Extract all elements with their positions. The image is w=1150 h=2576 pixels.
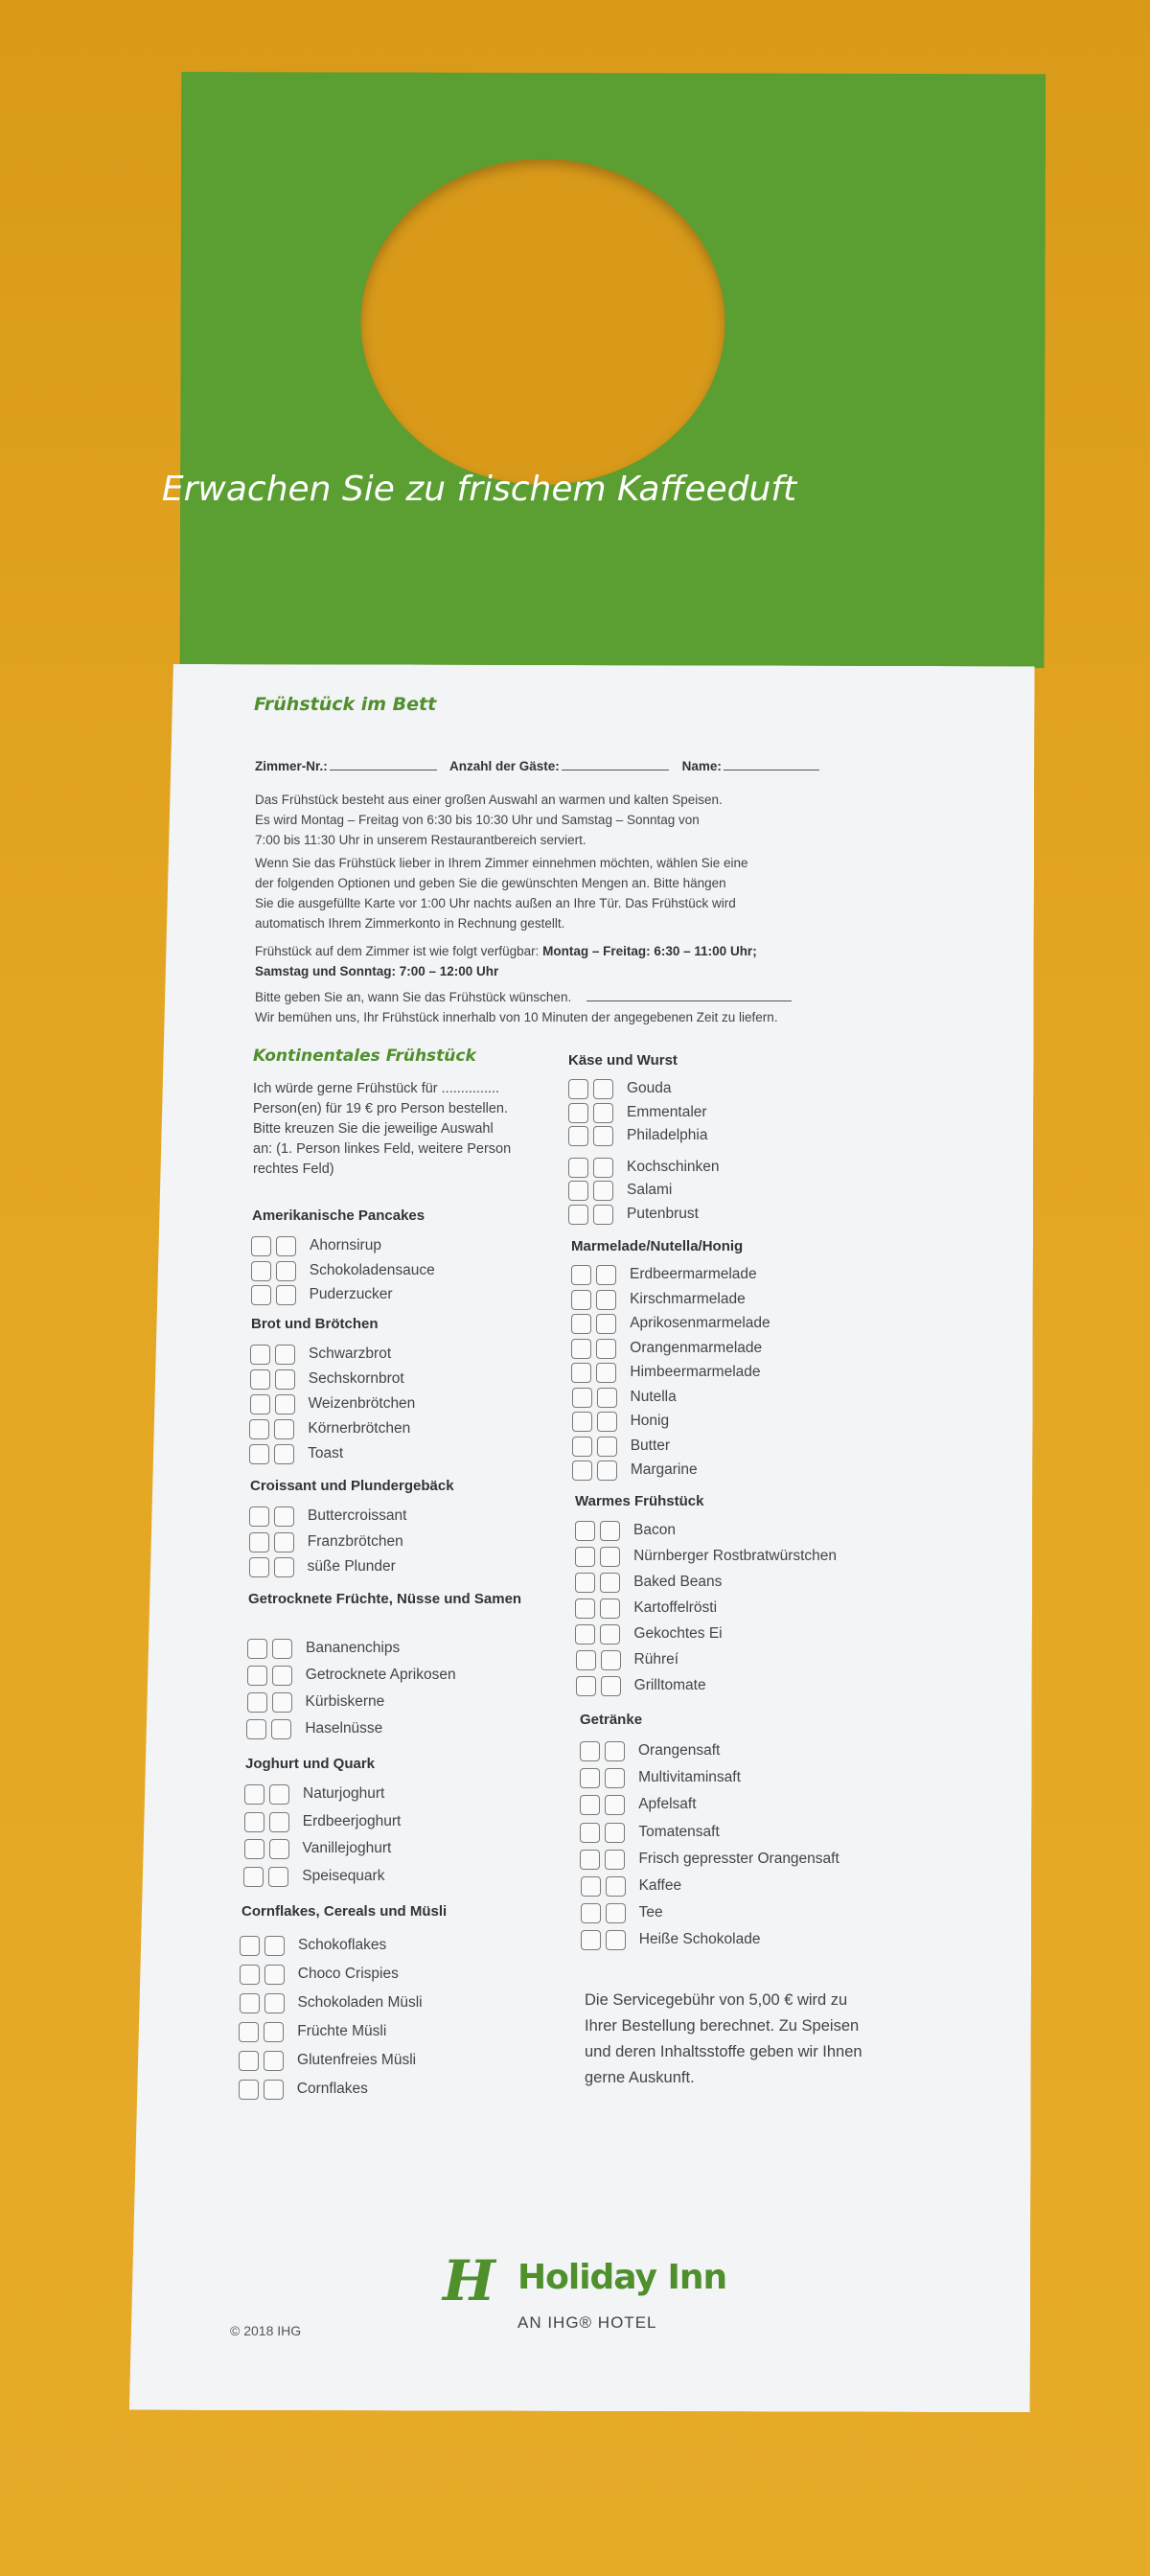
menu-item-label: Schokoladen Müsli	[297, 1994, 423, 2011]
checkbox-additional-person[interactable]	[269, 1812, 289, 1832]
checkbox-first-person[interactable]	[581, 1876, 601, 1897]
checkbox-first-person[interactable]	[250, 1369, 270, 1390]
menu-item	[249, 1442, 343, 1465]
checkbox-additional-person[interactable]	[597, 1388, 617, 1408]
section-title: Amerikanische Pancakes	[252, 1208, 426, 1224]
menu-item	[249, 1555, 396, 1578]
menu-item	[249, 1417, 410, 1440]
section-title: Joghurt und Quark	[245, 1756, 375, 1772]
checkbox-additional-person[interactable]	[593, 1205, 613, 1225]
checkbox-additional-person[interactable]	[597, 1437, 617, 1457]
checkbox-first-person[interactable]	[250, 1345, 270, 1365]
section-title: Croissant und Plundergebäck	[250, 1478, 454, 1494]
name-label: Name:	[681, 759, 722, 773]
checkbox-additional-person[interactable]	[606, 1876, 626, 1897]
menu-item	[568, 1156, 720, 1179]
checkbox-first-person[interactable]	[568, 1181, 588, 1201]
checkbox-additional-person[interactable]	[596, 1314, 616, 1334]
headline: Erwachen Sie zu frischem Kaffeeduft	[161, 470, 797, 509]
checkbox-first-person[interactable]	[581, 1930, 601, 1950]
menu-item	[240, 1991, 423, 2014]
intro-line: Das Frühstück besteht aus einer großen Auswahl an warmen und kalten Speisen.	[255, 793, 723, 807]
checkbox-additional-person[interactable]	[601, 1650, 621, 1670]
checkbox-first-person[interactable]	[247, 1692, 267, 1713]
checkbox-first-person[interactable]	[568, 1103, 588, 1123]
para-line: automatisch Ihrem Zimmerkonto in Rechnung gestellt.	[255, 916, 565, 931]
checkbox-additional-person[interactable]	[593, 1181, 613, 1201]
menu-item	[240, 1963, 399, 1986]
checkbox-additional-person[interactable]	[605, 1850, 625, 1870]
menu-item-label: Honig	[630, 1413, 670, 1429]
checkbox-additional-person[interactable]	[264, 2080, 284, 2100]
service-note-line: Ihrer Bestellung berechnet. Zu Speisen	[585, 2017, 860, 2035]
checkbox-first-person[interactable]	[244, 1839, 264, 1859]
intro-line: 7:00 bis 11:30 Uhr in unserem Restaurantbereich serviert.	[255, 833, 586, 847]
menu-item	[568, 1203, 699, 1226]
menu-item-label: Kartoffelrösti	[633, 1599, 718, 1616]
service-note-line: gerne Auskunft.	[585, 2069, 695, 2086]
menu-item	[244, 1782, 384, 1806]
checkbox-additional-person[interactable]	[276, 1236, 296, 1256]
checkbox-additional-person[interactable]	[606, 1930, 626, 1950]
checkbox-first-person[interactable]	[244, 1784, 264, 1805]
menu-item	[250, 1368, 404, 1391]
checkbox-additional-person[interactable]	[596, 1363, 616, 1383]
continental-line: an: (1. Person linkes Feld, weitere Person	[253, 1141, 512, 1157]
checkbox-additional-person[interactable]	[600, 1521, 620, 1541]
checkbox-first-person[interactable]	[575, 1598, 595, 1619]
menu-item	[576, 1674, 706, 1697]
menu-item-label: süße Plunder	[307, 1558, 396, 1575]
menu-item-label: Schokoflakes	[298, 1937, 387, 1953]
wish-line: Bitte geben Sie an, wann Sie das Frühstück wünschen.	[255, 990, 572, 1004]
menu-item	[568, 1077, 672, 1100]
menu-item-label: Tee	[638, 1904, 663, 1920]
checkbox-additional-person[interactable]	[596, 1265, 616, 1285]
menu-item-label: Getrocknete Aprikosen	[305, 1667, 456, 1683]
menu-item	[580, 1821, 719, 1844]
checkbox-additional-person[interactable]	[597, 1412, 617, 1432]
checkbox-first-person[interactable]	[247, 1666, 267, 1686]
section-title: Brot und Brötchen	[251, 1316, 379, 1332]
menu-item-label: Orangenmarmelade	[630, 1340, 763, 1356]
checkbox-additional-person[interactable]	[601, 1676, 621, 1696]
continental-line: Ich würde gerne Frühstück für ...............	[253, 1081, 500, 1096]
checkbox-first-person[interactable]	[575, 1547, 595, 1567]
checkbox-additional-person[interactable]	[275, 1369, 295, 1390]
menu-item-label: Weizenbrötchen	[308, 1395, 416, 1412]
checkbox-first-person[interactable]	[240, 1965, 260, 1985]
checkbox-first-person[interactable]	[572, 1437, 592, 1457]
menu-item	[571, 1288, 746, 1311]
section-title: Warmes Frühstück	[575, 1493, 704, 1509]
menu-item	[251, 1259, 435, 1282]
menu-item	[580, 1766, 741, 1789]
menu-item	[244, 1810, 402, 1833]
menu-item-label: Franzbrötchen	[307, 1533, 403, 1550]
availability-weekend: Samstag und Sonntag: 7:00 – 12:00 Uhr	[255, 964, 499, 978]
checkbox-first-person[interactable]	[239, 2080, 259, 2100]
checkbox-additional-person[interactable]	[597, 1460, 617, 1481]
checkbox-first-person[interactable]	[251, 1236, 271, 1256]
menu-item-label: Erdbeerjoghurt	[302, 1813, 402, 1829]
menu-item-label: Himbeermarmelade	[630, 1364, 761, 1380]
delivery-text	[255, 987, 792, 1027]
form-title: Frühstück im Bett	[254, 694, 437, 715]
checkbox-additional-person[interactable]	[276, 1285, 296, 1305]
checkbox-first-person[interactable]	[243, 1867, 264, 1887]
checkbox-additional-person[interactable]	[272, 1639, 292, 1659]
checkbox-additional-person[interactable]	[600, 1598, 620, 1619]
checkbox-additional-person[interactable]	[264, 1993, 285, 2013]
continental-line: Person(en) für 19 € pro Person bestellen.	[253, 1101, 508, 1116]
ihg-hotel-subtitle: AN IHG® HOTEL	[518, 2313, 657, 2332]
intro-text	[255, 790, 723, 850]
menu-item-label: Toast	[308, 1445, 344, 1461]
checkbox-first-person[interactable]	[246, 1719, 266, 1739]
checkbox-additional-person[interactable]	[274, 1506, 294, 1527]
checkbox-additional-person[interactable]	[593, 1158, 613, 1178]
menu-item-label: Putenbrust	[627, 1206, 699, 1222]
menu-item	[240, 1934, 386, 1957]
checkbox-first-person[interactable]	[576, 1650, 596, 1670]
menu-item-label: Glutenfreies Müsli	[297, 2052, 417, 2068]
menu-item	[247, 1637, 400, 1660]
menu-item-label: Baked Beans	[633, 1574, 723, 1590]
menu-item	[575, 1545, 837, 1568]
checkbox-additional-person[interactable]	[275, 1394, 295, 1414]
checkbox-additional-person[interactable]	[264, 1936, 285, 1956]
menu-item	[249, 1505, 406, 1528]
checkbox-first-person[interactable]	[581, 1903, 601, 1923]
checkbox-first-person[interactable]	[580, 1850, 600, 1870]
menu-item-label: Gekochtes Ei	[633, 1625, 723, 1642]
checkbox-first-person[interactable]	[249, 1532, 269, 1552]
availability-text	[255, 941, 757, 981]
checkbox-first-person[interactable]	[575, 1624, 595, 1644]
checkbox-additional-person[interactable]	[271, 1719, 291, 1739]
menu-item-label: Multivitaminsaft	[638, 1769, 741, 1785]
menu-item	[571, 1263, 757, 1286]
checkbox-additional-person[interactable]	[268, 1867, 288, 1887]
menu-item-label: Kirschmarmelade	[630, 1291, 746, 1307]
menu-item-label: Früchte Müsli	[297, 2023, 387, 2039]
checkbox-first-person[interactable]	[240, 1993, 260, 2013]
checkbox-additional-person[interactable]	[269, 1784, 289, 1805]
checkbox-first-person[interactable]	[571, 1290, 591, 1310]
checkbox-additional-person[interactable]	[276, 1261, 296, 1281]
service-note-line: Die Servicegebühr von 5,00 € wird zu	[585, 1991, 848, 2009]
menu-item	[576, 1648, 679, 1671]
checkbox-additional-person[interactable]	[600, 1624, 620, 1644]
para-line: Wenn Sie das Frühstück lieber in Ihrem Zimmer einnehmen möchten, wählen Sie eine	[255, 856, 748, 870]
menu-item	[571, 1312, 770, 1335]
menu-item-label: Tomatensaft	[638, 1824, 720, 1840]
checkbox-first-person[interactable]	[576, 1676, 596, 1696]
checkbox-first-person[interactable]	[240, 1936, 260, 1956]
continental-text	[253, 1079, 511, 1180]
promise-line: Wir bemühen uns, Ihr Frühstück innerhalb von 10 Minuten der angegebenen Zeit zu liefern.	[255, 1010, 778, 1024]
checkbox-additional-person[interactable]	[600, 1573, 620, 1593]
section-title: Cornflakes, Cereals und Müsli	[242, 1903, 448, 1920]
menu-item	[239, 2078, 368, 2101]
menu-item-label: Aprikosenmarmelade	[630, 1315, 770, 1331]
menu-item-label: Bananenchips	[306, 1640, 401, 1656]
checkbox-first-person[interactable]	[571, 1265, 591, 1285]
checkbox-first-person[interactable]	[580, 1823, 600, 1843]
guest-fields	[255, 759, 819, 773]
menu-item	[239, 2049, 416, 2072]
section-title: Käse und Wurst	[568, 1052, 678, 1069]
checkbox-first-person[interactable]	[249, 1506, 269, 1527]
checkbox-first-person[interactable]	[239, 2022, 259, 2042]
menu-item-label: Vanillejoghurt	[302, 1840, 392, 1856]
menu-item-label: Emmentaler	[627, 1104, 707, 1120]
checkbox-additional-person[interactable]	[605, 1741, 625, 1761]
checkbox-additional-person[interactable]	[274, 1444, 294, 1464]
checkbox-first-person[interactable]	[249, 1444, 269, 1464]
menu-item-label: Gouda	[627, 1080, 672, 1096]
checkbox-additional-person[interactable]	[264, 2051, 284, 2071]
checkbox-additional-person[interactable]	[596, 1339, 616, 1359]
menu-item	[580, 1739, 720, 1762]
menu-item-label: Speisequark	[302, 1868, 385, 1884]
menu-item-label: Philadelphia	[627, 1127, 708, 1143]
checkbox-additional-person[interactable]	[605, 1768, 625, 1788]
menu-item	[575, 1571, 722, 1594]
checkbox-additional-person[interactable]	[264, 1965, 285, 1985]
checkbox-additional-person[interactable]	[272, 1666, 292, 1686]
menu-item	[581, 1901, 663, 1924]
menu-item	[568, 1179, 672, 1202]
menu-item	[251, 1283, 393, 1306]
checkbox-first-person[interactable]	[568, 1126, 588, 1146]
menu-item	[571, 1337, 762, 1360]
menu-item-label: Nürnberger Rostbratwürstchen	[633, 1548, 838, 1564]
menu-item	[244, 1837, 392, 1860]
section-title: Getrocknete Früchte, Nüsse und Samen	[248, 1591, 522, 1607]
checkbox-first-person[interactable]	[571, 1314, 591, 1334]
service-note	[585, 1988, 862, 2091]
checkbox-first-person[interactable]	[251, 1261, 271, 1281]
holiday-inn-logo-mark: H	[443, 2248, 495, 2313]
checkbox-additional-person[interactable]	[593, 1079, 613, 1099]
holiday-inn-logo-text: Holiday Inn	[518, 2258, 727, 2297]
menu-item-label: Kaffee	[638, 1877, 682, 1894]
checkbox-first-person[interactable]	[568, 1205, 588, 1225]
menu-item	[580, 1848, 839, 1871]
checkbox-first-person[interactable]	[244, 1812, 264, 1832]
checkbox-first-person[interactable]	[568, 1158, 588, 1178]
menu-item	[575, 1597, 717, 1620]
checkbox-first-person[interactable]	[580, 1795, 600, 1815]
menu-item-label: Erdbeermarmelade	[630, 1266, 757, 1282]
menu-item-label: Schwarzbrot	[309, 1346, 392, 1362]
checkbox-additional-person[interactable]	[269, 1839, 289, 1859]
checkbox-additional-person[interactable]	[274, 1419, 294, 1439]
checkbox-first-person[interactable]	[249, 1419, 269, 1439]
menu-item-label: Schokoladensauce	[309, 1262, 435, 1278]
menu-item	[568, 1101, 707, 1124]
menu-item-label: Buttercroissant	[308, 1507, 407, 1524]
availability-lead: Frühstück auf dem Zimmer ist wie folgt verfügbar:	[255, 944, 540, 958]
checkbox-additional-person[interactable]	[596, 1290, 616, 1310]
menu-item-label: Bacon	[633, 1522, 676, 1538]
menu-item-label: Körnerbrötchen	[308, 1420, 411, 1437]
menu-item-label: Apfelsaft	[638, 1796, 697, 1812]
checkbox-first-person[interactable]	[580, 1741, 600, 1761]
checkbox-additional-person[interactable]	[606, 1903, 626, 1923]
menu-item	[243, 1865, 384, 1888]
menu-item-label: Kürbiskerne	[305, 1693, 385, 1710]
checkbox-first-person[interactable]	[568, 1079, 588, 1099]
checkbox-additional-person[interactable]	[593, 1103, 613, 1123]
checkbox-additional-person[interactable]	[274, 1532, 294, 1552]
menu-item	[572, 1459, 698, 1482]
menu-item-label: Choco Crispies	[297, 1966, 399, 1982]
checkbox-first-person[interactable]	[575, 1521, 595, 1541]
intro-line: Es wird Montag – Freitag von 6:30 bis 10:30 Uhr und Samstag – Sonntag von	[255, 813, 700, 827]
section-title: Getränke	[580, 1712, 643, 1728]
menu-item-label: Cornflakes	[296, 2081, 368, 2097]
checkbox-first-person[interactable]	[239, 2051, 259, 2071]
checkbox-additional-person[interactable]	[274, 1557, 294, 1577]
checkbox-additional-person[interactable]	[600, 1547, 620, 1567]
menu-item	[250, 1343, 391, 1366]
menu-item	[239, 2020, 386, 2043]
checkbox-additional-person[interactable]	[605, 1795, 625, 1815]
copyright: © 2018 IHG	[230, 2323, 302, 2338]
menu-item	[581, 1928, 761, 1951]
checkbox-first-person[interactable]	[247, 1639, 267, 1659]
menu-item-label: Kochschinken	[627, 1159, 720, 1175]
checkbox-additional-person[interactable]	[264, 2022, 284, 2042]
checkbox-first-person[interactable]	[571, 1339, 591, 1359]
section-title: Marmelade/Nutella/Honig	[571, 1238, 744, 1254]
checkbox-first-person[interactable]	[571, 1363, 591, 1383]
menu-item	[246, 1717, 382, 1740]
menu-item	[568, 1124, 707, 1147]
menu-item-label: Haselnüsse	[305, 1720, 383, 1736]
menu-item-label: Ahornsirup	[310, 1237, 381, 1254]
menu-item-label: Margarine	[630, 1461, 698, 1478]
continental-line: rechtes Feld)	[253, 1162, 334, 1177]
menu-item-label: Nutella	[630, 1389, 677, 1405]
para-line: der folgenden Optionen und geben Sie die gewünschten Mengen an. Bitte hängen	[255, 876, 726, 890]
checkbox-first-person[interactable]	[575, 1573, 595, 1593]
menu-item	[250, 1392, 416, 1415]
checkbox-additional-person[interactable]	[275, 1345, 295, 1365]
room-label: Zimmer-Nr.:	[255, 759, 328, 773]
menu-item-label: Orangensaft	[638, 1742, 721, 1759]
menu-item	[572, 1435, 670, 1458]
door-knob-hole	[360, 158, 725, 485]
menu-item	[580, 1793, 696, 1816]
menu-item-label: Naturjoghurt	[303, 1785, 385, 1802]
menu-item	[249, 1530, 403, 1553]
time-field[interactable]	[586, 1000, 792, 1001]
continental-title: Kontinentales Frühstück	[253, 1046, 476, 1066]
checkbox-first-person[interactable]	[572, 1460, 592, 1481]
checkbox-additional-person[interactable]	[605, 1823, 625, 1843]
checkbox-first-person[interactable]	[249, 1557, 269, 1577]
menu-item-label: Frisch gepresster Orangensaft	[638, 1851, 840, 1867]
menu-item	[581, 1874, 682, 1898]
menu-item-label: Sechskornbrot	[308, 1370, 404, 1387]
menu-item	[575, 1519, 676, 1542]
availability-weekday: Montag – Freitag: 6:30 – 11:00 Uhr;	[542, 944, 757, 958]
menu-item-label: Heiße Schokolade	[638, 1931, 761, 1947]
menu-item	[247, 1664, 456, 1687]
menu-item	[575, 1622, 722, 1645]
menu-item	[572, 1410, 670, 1433]
checkbox-first-person[interactable]	[250, 1394, 270, 1414]
menu-item-label: Salami	[627, 1182, 673, 1198]
menu-item-label: Butter	[630, 1438, 671, 1454]
para-line: Sie die ausgefüllte Karte vor 1:00 Uhr nachts außen an Ihre Tür. Das Frühstück wird	[255, 896, 736, 910]
continental-line: Bitte kreuzen Sie die jeweilige Auswahl	[253, 1121, 494, 1137]
checkbox-first-person[interactable]	[580, 1768, 600, 1788]
checkbox-first-person[interactable]	[572, 1388, 592, 1408]
menu-item	[251, 1234, 381, 1257]
guests-label: Anzahl der Gäste:	[449, 759, 560, 773]
room-service-text	[255, 853, 748, 933]
menu-item-label: Puderzucker	[309, 1286, 393, 1302]
menu-item	[572, 1386, 677, 1409]
checkbox-additional-person[interactable]	[593, 1126, 613, 1146]
menu-item-label: Rühreí	[633, 1651, 679, 1668]
checkbox-additional-person[interactable]	[272, 1692, 292, 1713]
menu-item	[247, 1690, 385, 1714]
menu-item	[571, 1361, 760, 1384]
checkbox-first-person[interactable]	[251, 1285, 271, 1305]
checkbox-first-person[interactable]	[572, 1412, 592, 1432]
service-note-line: und deren Inhaltsstoffe geben wir Ihnen	[585, 2043, 862, 2060]
menu-item-label: Grilltomate	[633, 1677, 706, 1693]
